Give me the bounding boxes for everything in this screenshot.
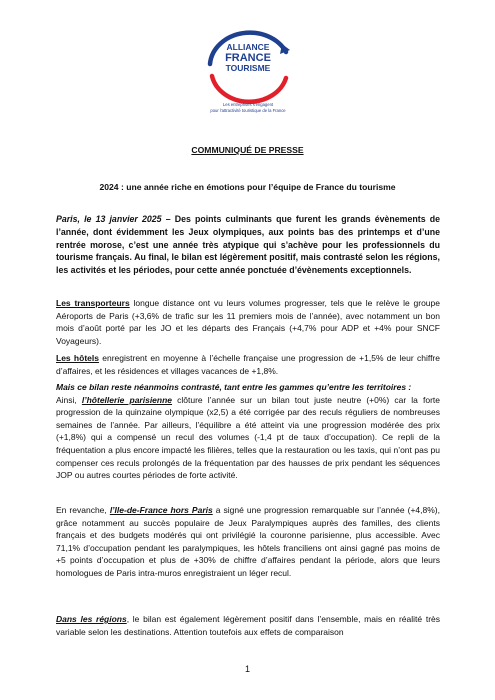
paragraph-contrast-heading: Mais ce bilan reste néanmoins contrasté, tant entre les gammes qu’entre les territoires : <box>56 382 412 392</box>
logo-tagline-1: Les entreprises s'engagent <box>222 102 274 107</box>
paragraph-hotels-strong: Les hôtels <box>56 353 99 363</box>
paragraph-hotels <box>56 352 440 377</box>
logo-line2: FRANCE <box>225 52 271 64</box>
paragraph-contrast <box>56 381 440 482</box>
logo-line1: ALLIANCE <box>226 42 270 52</box>
page-number: 1 <box>244 664 250 674</box>
paragraph-contrast-strong: l’hôtellerie parisienne <box>81 394 173 405</box>
paragraph-transporters-text: longue distance ont vu leurs volumes progresser, tels que le relève le groupe Aéroports de Paris (+3,6% de trafic sur les 11 premiers mois de l’année), avec notamment un bon mois d’août porté par les JO et les départs des Français (+4,7% pour ADP et +4% pour SNCF Voyageurs). <box>56 298 440 346</box>
paragraph-idf-pre: En revanche, <box>56 505 110 515</box>
paragraph-idf-text: a signé une progression remarquable sur l’année (+4,8%), grâce notamment au succès populaire de Jeux Paralympiques auprès des familles, des clients français et des budgets modérés qui ont privilégié la couronne parisienne, plus accessible. Avec 71,1% d’occupation pendant les paralympiques, les hôtels franciliens ont ainsi gagné pas moins de +5 points d’occupation et plus de +30% de chiffre d’affaires pendant la période, alors que leurs homologues de Paris intra-muros enregistraient un léger recul. <box>56 505 440 578</box>
logo-line3: TOURISME <box>225 63 271 73</box>
paragraph-idf-strong: l’Ile-de-France hors Paris <box>109 505 213 515</box>
alliance-france-tourisme-logo <box>190 20 306 120</box>
lead-paragraph <box>56 213 440 277</box>
paragraph-transporters <box>56 297 440 347</box>
paragraph-regions <box>56 613 440 638</box>
document-title: 2024 : une année riche en émotions pour l’équipe de France du tourisme <box>99 182 396 192</box>
press-release-kicker: COMMUNIQUÉ DE PRESSE <box>191 145 304 155</box>
logo-tagline-2: pour l'attractivité touristique de la France <box>210 108 286 113</box>
paragraph-hotels-text: enregistrent en moyenne à l’échelle française une progression de +1,5% de leur chiffre d’affaires, et les résidences et villages vacances de +1,8%. <box>56 353 440 376</box>
paragraph-idf <box>56 504 440 580</box>
paragraph-contrast-text: clôture l’année sur un bilan tout juste neutre (+0%) car la forte progression de la quinzaine olympique (x2,5) a été corrigée par des reculs réguliers de nombreuses semaines de l’année. Par ailleurs, l’équilibre a été atteint via une progression modérée des prix (+1,8%) qui a compensé un recul des volumes (-1,4 pt de taux d’occupation). Ce repli de la fréquentation a plus encore impacté les filières, telles que la restauration ou les taxis, qui n’ont pas pu compenser ces reculs prolongés de la fréquentation par des hausses de prix pendant les séquences JOP ou autres courtes périodes de forte activité. <box>56 394 440 481</box>
logo-emblem <box>190 20 306 120</box>
paragraph-contrast-pre: Ainsi, <box>56 394 82 405</box>
paragraph-transporters-strong: Les transporteurs <box>56 298 130 308</box>
paragraph-regions-text: , le bilan est également légèrement positif dans l’ensemble, mais en réalité très variable selon les destinations. Attention toutefois aux effets de comparaison <box>56 614 441 637</box>
lead-text: – Des points culminants que furent les grands évènements de l’année, dont évidemment les Jeux olympiques, aux points bas des printemps et d’une rentrée morose, c’est une année très atypique qui s’achève pour les professionnels du tourisme français. Au final, le bilan est légèrement positif, mais contrasté selon les régions, les activités et les périodes, pour cette année ponctuée d’évènements exceptionnels. <box>56 214 440 276</box>
lead-dateline: Paris, le 13 janvier 2025 <box>56 214 162 224</box>
paragraph-regions-strong: Dans les régions <box>56 614 127 624</box>
